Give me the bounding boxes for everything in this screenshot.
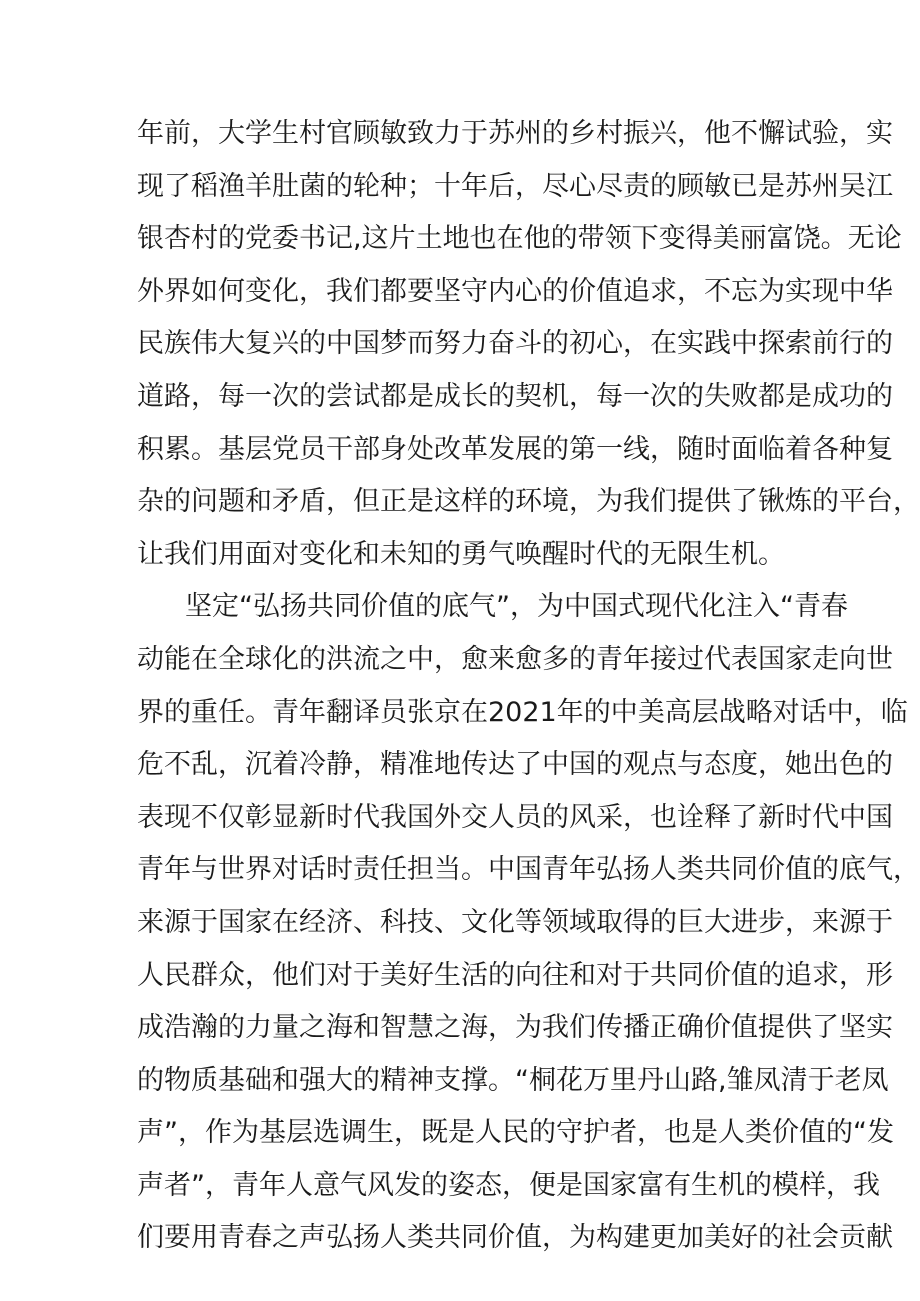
text-line: 界的重任。青年翻译员张京在2021年的中美高层战略对话中，临: [137, 696, 908, 728]
text-line: 人民群众，他们对于美好生活的向往和对于共同价值的追求，形: [137, 959, 893, 991]
text-line: 来源于国家在经济、科技、文化等领域取得的巨大进步，来源于: [137, 906, 893, 938]
text-line: 积累。基层党员干部身处改革发展的第一线，随时面临着各种复: [137, 433, 893, 465]
text-line: 外界如何变化，我们都要坚守内心的价值追求，不忘为实现中华: [137, 275, 893, 307]
text-line: 声”，作为基层选调生，既是人民的守护者，也是人类价值的“发: [137, 1117, 894, 1149]
text-line: 表现不仅彰显新时代我国外交人员的风采，也诠释了新时代中国: [137, 801, 893, 833]
text-line: 危不乱，沉着冷静，精准地传达了中国的观点与态度，她出色的: [137, 749, 893, 781]
paragraph-start-line: 坚定“弘扬共同价值的底气”，为中国式现代化注入“青春: [185, 591, 848, 623]
text-line: 银杏村的党委书记,这片土地也在他的带领下变得美丽富饶。无论: [137, 223, 902, 255]
text-line: 年前，大学生村官顾敏致力于苏州的乡村振兴，他不懈试验，实: [137, 118, 893, 149]
text-line: 现了稻渔羊肚菌的轮种；十年后，尽心尽责的顾敏已是苏州吴江: [137, 170, 893, 202]
text-line: 成浩瀚的力量之海和智慧之海，为我们传播正确价值提供了坚实: [137, 1012, 893, 1044]
text-line: 声者”，青年人意气风发的姿态，便是国家富有生机的模样，我: [137, 1169, 880, 1201]
text-line: 民族伟大复兴的中国梦而努力奋斗的初心，在实践中探索前行的: [137, 328, 893, 360]
text-line: 青年与世界对话时责任担当。中国青年弘扬人类共同价值的底气，: [137, 854, 920, 886]
text-line: 杂的问题和矛盾，但正是这样的环境，为我们提供了锹炼的平台，: [137, 486, 920, 518]
text-line: 道路，每一次的尝试都是成长的契机，每一次的失败都是成功的: [137, 380, 893, 412]
text-line: 的物质基础和强大的精神支撑。“桐花万里丹山路,雏凤清于老凤: [137, 1064, 889, 1096]
text-line: 让我们用面对变化和未知的勇气唤醒时代的无限生机。: [137, 538, 785, 570]
text-line: 们要用青春之声弘扬人类共同价值，为构建更加美好的社会贡献: [137, 1222, 893, 1254]
text-line: 动能在全球化的洪流之中，愈来愈多的青年接过代表国家走向世: [137, 643, 893, 675]
body-text: [137, 108, 920, 1265]
